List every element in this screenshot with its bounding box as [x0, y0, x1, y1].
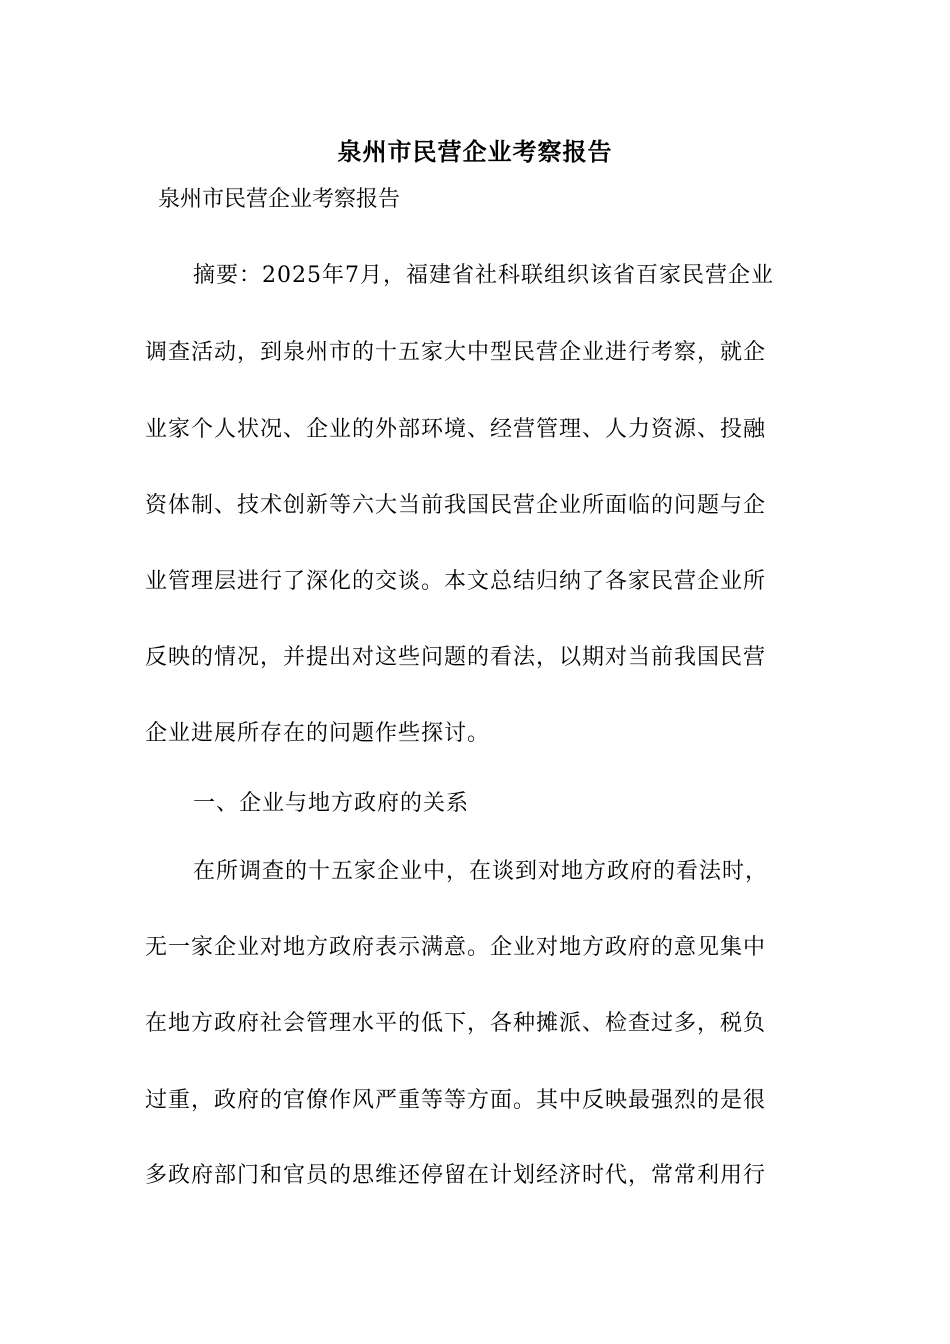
body-line-5: 多政府部门和官员的思维还停留在计划经济时代，常常利用行	[145, 1163, 767, 1188]
abstract-line-2: 调查活动，到泉州市的十五家大中型民营企业进行考察，就企	[145, 340, 767, 365]
abstract-line-4: 资体制、技术创新等六大当前我国民营企业所面临的问题与企	[145, 493, 767, 518]
document-subtitle: 泉州市民营企业考察报告	[158, 187, 401, 212]
section-heading: 一、企业与地方政府的关系	[193, 791, 470, 816]
abstract-line-5: 业管理层进行了深化的交谈。本文总结归纳了各家民营企业所	[145, 569, 767, 594]
abstract-line-6: 反映的情况，并提出对这些问题的看法，以期对当前我国民营	[145, 645, 767, 670]
body-line-4: 过重，政府的官僚作风严重等等方面。其中反映最强烈的是很	[145, 1088, 767, 1113]
body-line-1: 在所调查的十五家企业中，在谈到对地方政府的看法时，	[193, 859, 769, 884]
document-title: 泉州市民营企业考察报告	[337, 137, 613, 166]
abstract-line-7: 企业进展所存在的问题作些探讨。	[145, 721, 491, 746]
abstract-line-1: 摘要：2025年7月，福建省社科联组织该省百家民营企业	[193, 263, 774, 288]
body-line-2: 无一家企业对地方政府表示满意。企业对地方政府的意见集中	[145, 935, 767, 960]
abstract-line-3: 业家个人状况、企业的外部环境、经营管理、人力资源、投融	[145, 417, 767, 442]
body-line-3: 在地方政府社会管理水平的低下，各种摊派、检查过多，税负	[145, 1011, 767, 1036]
